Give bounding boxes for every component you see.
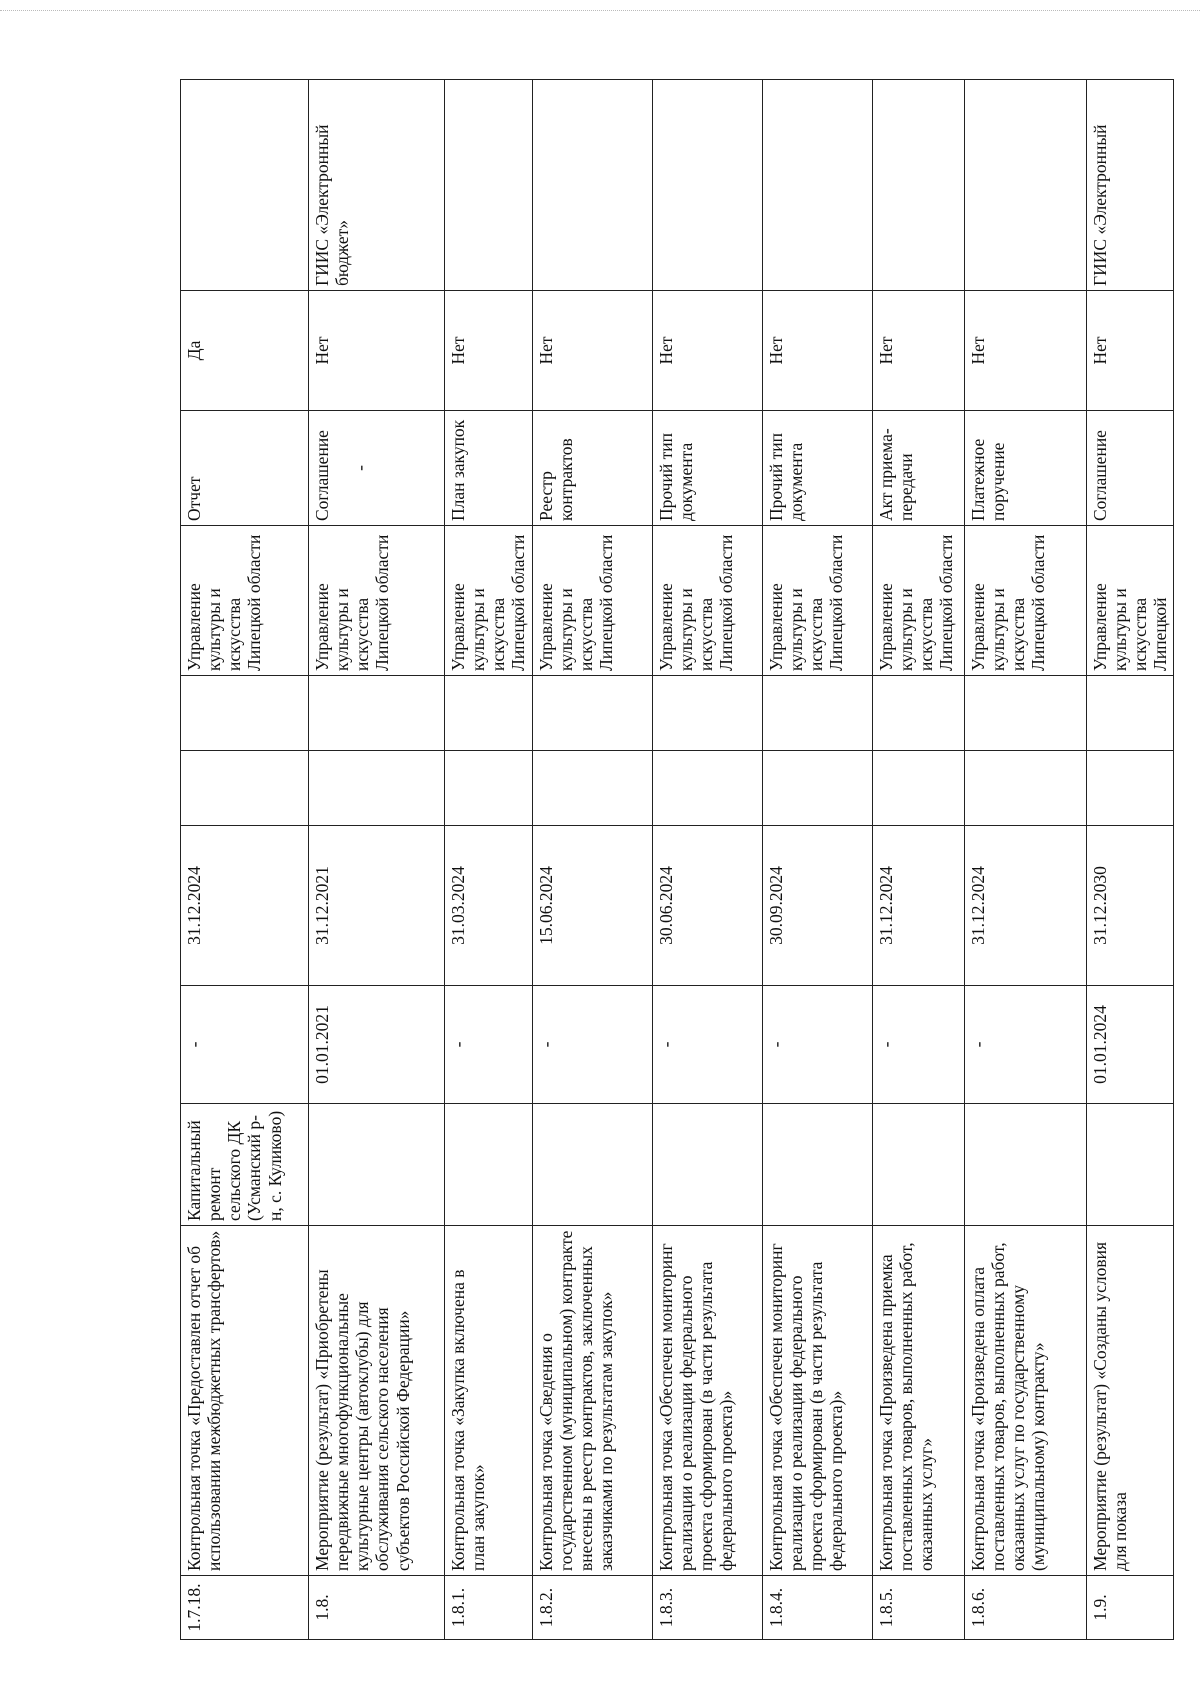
row-flag-text: Нет [875,336,896,365]
row-flag-cell [872,291,964,411]
row-object-cell [181,1104,309,1226]
row-end-date-text: 31.12.2030 [1089,866,1110,945]
row-object-cell [1086,1104,1174,1226]
row-responsible-cell [445,526,533,676]
row-name-cell [532,1226,652,1576]
row-responsible-cell [532,526,652,676]
row-responsible-cell [872,526,964,676]
row-end-date-text: 31.12.2024 [184,866,204,945]
row-start-date-cell [652,986,762,1104]
row-name-cell [964,1226,1086,1576]
row-responsible-cell [964,526,1086,676]
row-responsible-text: Управление культуры и искусства Липецкой области [967,534,1048,671]
row-name-cell [652,1226,762,1576]
row-name-cell [872,1226,964,1576]
row-flag-text: Да [184,340,204,361]
row-number-text: 1.8.6. [967,1587,988,1628]
row-number-text: 1.8.2. [535,1587,556,1628]
table-row [532,80,652,1640]
table-row [652,80,762,1640]
row-document-text: Прочий тип документа [655,433,696,521]
row-empty-cell [445,676,533,751]
row-system-cell [652,80,762,291]
row-flag-text: Нет [448,336,468,365]
row-document-cell [1086,411,1174,526]
row-document-text: Отчет [184,476,204,521]
row-flag-cell [652,291,762,411]
row-number-text: 1.8.5. [875,1587,896,1628]
row-object-cell [445,1104,533,1226]
row-start-date-text: 01.01.2021 [312,1005,332,1084]
row-end-date-cell [652,826,762,986]
row-document-text: Реестр контрактов [535,438,576,521]
row-flag-cell [309,291,445,411]
table-row [964,80,1086,1640]
row-name-cell [181,1226,309,1576]
row-number-text: 1.7.18. [184,1583,204,1632]
row-flag-text: Нет [535,336,556,365]
row-object-cell [964,1104,1086,1226]
row-name-text: Контрольная точка «Обеспечен мониторинг реализации о реализации федерального проекта сформирован (в части результата федерального проекта)» [655,1243,736,1571]
row-flag-text: Нет [765,336,786,365]
row-system-cell [1086,80,1174,291]
row-start-date-text: - [448,1041,468,1048]
row-flag-cell [445,291,533,411]
table-row [762,80,872,1640]
row-empty-cell [532,751,652,826]
row-responsible-text: Управление культуры и искусства Липецкой области [312,534,393,671]
row-responsible-cell [181,526,309,676]
row-start-date-cell [181,986,309,1104]
table-row [309,80,445,1640]
row-flag-cell [762,291,872,411]
row-empty-cell [872,751,964,826]
row-end-date-cell [964,826,1086,986]
table-row [445,80,533,1640]
row-flag-cell [532,291,652,411]
table-row [1086,80,1174,1640]
row-flag-text: Нет [967,336,988,365]
row-number-text: 1.8.3. [655,1587,676,1628]
row-responsible-text: Управление культуры и искусства Липецкой области [765,534,846,671]
row-empty-cell [964,751,1086,826]
row-empty-cell [762,676,872,751]
row-flag-text: Нет [312,336,332,365]
row-flag-text: Нет [655,336,676,365]
row-object-cell [652,1104,762,1226]
row-system-text: ГИИС «Электронный бюджет» [312,124,353,286]
table-row [872,80,964,1640]
scan-top-edge [0,10,1200,11]
row-end-date-text: 15.06.2024 [535,866,556,945]
row-number-text: 1.9. [1089,1594,1110,1621]
row-empty-cell [181,751,309,826]
row-empty-cell [964,676,1086,751]
row-empty-cell [762,751,872,826]
row-name-text: Мероприятие (результат) «Созданы условия для показа [1089,1241,1130,1571]
row-empty-cell [872,676,964,751]
row-end-date-cell [1086,826,1174,986]
row-end-date-text: 31.12.2024 [875,866,896,945]
row-number-text: 1.8. [312,1594,332,1621]
row-responsible-text: Управление культуры и искусства Липецкой области [535,534,616,671]
row-name-text: Мероприятие (результат) «Приобретены передвижные многофункциональные культурные центры (автоклубы) для обслуживания сельского населения субъектов Российской Федерации» [312,1269,413,1571]
row-start-date-text: - [875,1041,896,1048]
row-number-cell [181,1576,309,1640]
row-document-extra-text: - [350,465,371,471]
row-name-cell [762,1226,872,1576]
row-number-cell [872,1576,964,1640]
row-number-cell [309,1576,445,1640]
row-document-cell [652,411,762,526]
row-system-cell [762,80,872,291]
row-document-cell [532,411,652,526]
row-name-text: Контрольная точка «Произведена приемка поставленных товаров, выполненных работ, оказанных услуг» [875,1242,936,1571]
row-end-date-cell [181,826,309,986]
row-responsible-cell [1086,526,1174,676]
row-number-text: 1.8.1. [448,1587,468,1628]
row-name-text: Контрольная точка «Предоставлен отчет об использовании межбюджетных трансфертов» [184,1230,225,1571]
rotated-document-page [180,80,1170,1640]
row-name-text: Контрольная точка «Обеспечен мониторинг реализации о реализации федерального проекта сформирован (в части результата федерального проекта)» [765,1243,846,1571]
row-start-date-text: - [655,1041,676,1048]
row-system-cell [532,80,652,291]
row-flag-cell [964,291,1086,411]
row-empty-cell [309,751,445,826]
row-empty-cell [445,751,533,826]
row-start-date-text: - [184,1041,204,1048]
row-flag-text: Нет [1089,336,1110,365]
row-document-cell [872,411,964,526]
row-document-cell [762,411,872,526]
row-number-cell [964,1576,1086,1640]
row-end-date-text: 31.12.2024 [967,866,988,945]
row-empty-cell [181,676,309,751]
row-start-date-cell [762,986,872,1104]
row-start-date-cell [445,986,533,1104]
row-document-text: Прочий тип документа [765,433,806,521]
row-document-cell [309,411,445,526]
row-end-date-text: 30.06.2024 [655,866,676,945]
row-start-date-cell [964,986,1086,1104]
row-number-cell [762,1576,872,1640]
row-responsible-cell [762,526,872,676]
row-start-date-text: - [967,1041,988,1048]
row-end-date-text: 31.03.2024 [448,866,468,945]
row-name-text: Контрольная точка «Закупка включена в план закупок» [448,1269,489,1571]
row-object-cell [532,1104,652,1226]
row-system-cell [309,80,445,291]
row-responsible-text: Управление культуры и искусства Липецкой области [655,534,736,671]
row-end-date-text: 30.09.2024 [765,866,786,945]
row-document-cell [181,411,309,526]
row-name-text: Контрольная точка «Произведена оплата поставленных товаров, выполненных работ, оказанных услуг по государственному (муниципальному) контракту» [967,1242,1048,1571]
row-system-cell [872,80,964,291]
row-empty-cell [652,676,762,751]
row-responsible-text: Управление культуры и искусства Липецкой области [448,534,529,671]
row-object-cell [872,1104,964,1226]
row-start-date-cell [532,986,652,1104]
row-start-date-cell [1086,986,1174,1104]
row-number-text: 1.8.4. [765,1587,786,1628]
row-name-cell [1086,1226,1174,1576]
table-row [181,80,309,1640]
row-empty-cell [1086,676,1174,751]
row-start-date-text: 01.01.2024 [1089,1005,1110,1084]
row-document-text: Акт приема-передачи [875,428,916,521]
row-responsible-text: Управление культуры и искусства Липецкой области [875,534,956,671]
row-end-date-text: 31.12.2021 [312,866,332,945]
row-document-text: Соглашение [1089,430,1110,521]
row-start-date-text: - [765,1041,786,1048]
row-end-date-cell [532,826,652,986]
row-start-date-cell [309,986,445,1104]
row-end-date-cell [445,826,533,986]
row-document-text: План закупок [448,419,468,521]
row-system-text: ГИИС «Электронный [1089,124,1110,286]
row-document-cell [964,411,1086,526]
row-number-cell [532,1576,652,1640]
row-end-date-cell [762,826,872,986]
row-name-text: Контрольная точка «Сведения о государственном (муниципальном) контракте внесены в реестр контрактов, заключенных заказчиками по результатам закупок» [535,1230,616,1571]
row-responsible-text: Управление культуры и искусства Липецкой [1089,583,1170,671]
row-number-cell [652,1576,762,1640]
row-empty-cell [532,676,652,751]
row-object-text: Капитальный ремонт сельского ДК (Усманский р-н, с. Куликово) [184,1110,285,1221]
row-responsible-text: Управление культуры и искусства Липецкой области [184,534,265,671]
row-end-date-cell [309,826,445,986]
row-document-cell [445,411,533,526]
row-name-cell [445,1226,533,1576]
row-object-cell [309,1104,445,1226]
row-empty-cell [309,676,445,751]
row-number-cell [445,1576,533,1640]
row-number-cell [1086,1576,1174,1640]
row-document-text: Платежное поручение [967,438,1008,521]
row-flag-cell [1086,291,1174,411]
row-empty-cell [1086,751,1174,826]
row-end-date-cell [872,826,964,986]
row-responsible-cell [652,526,762,676]
measures-table [180,79,1174,1640]
row-start-date-text: - [535,1041,556,1048]
row-flag-cell [181,291,309,411]
row-system-cell [445,80,533,291]
row-object-cell [762,1104,872,1226]
row-name-cell [309,1226,445,1576]
row-system-cell [181,80,309,291]
row-start-date-cell [872,986,964,1104]
row-empty-cell [652,751,762,826]
row-document-text: Соглашение [312,430,332,521]
row-responsible-cell [309,526,445,676]
row-system-cell [964,80,1086,291]
